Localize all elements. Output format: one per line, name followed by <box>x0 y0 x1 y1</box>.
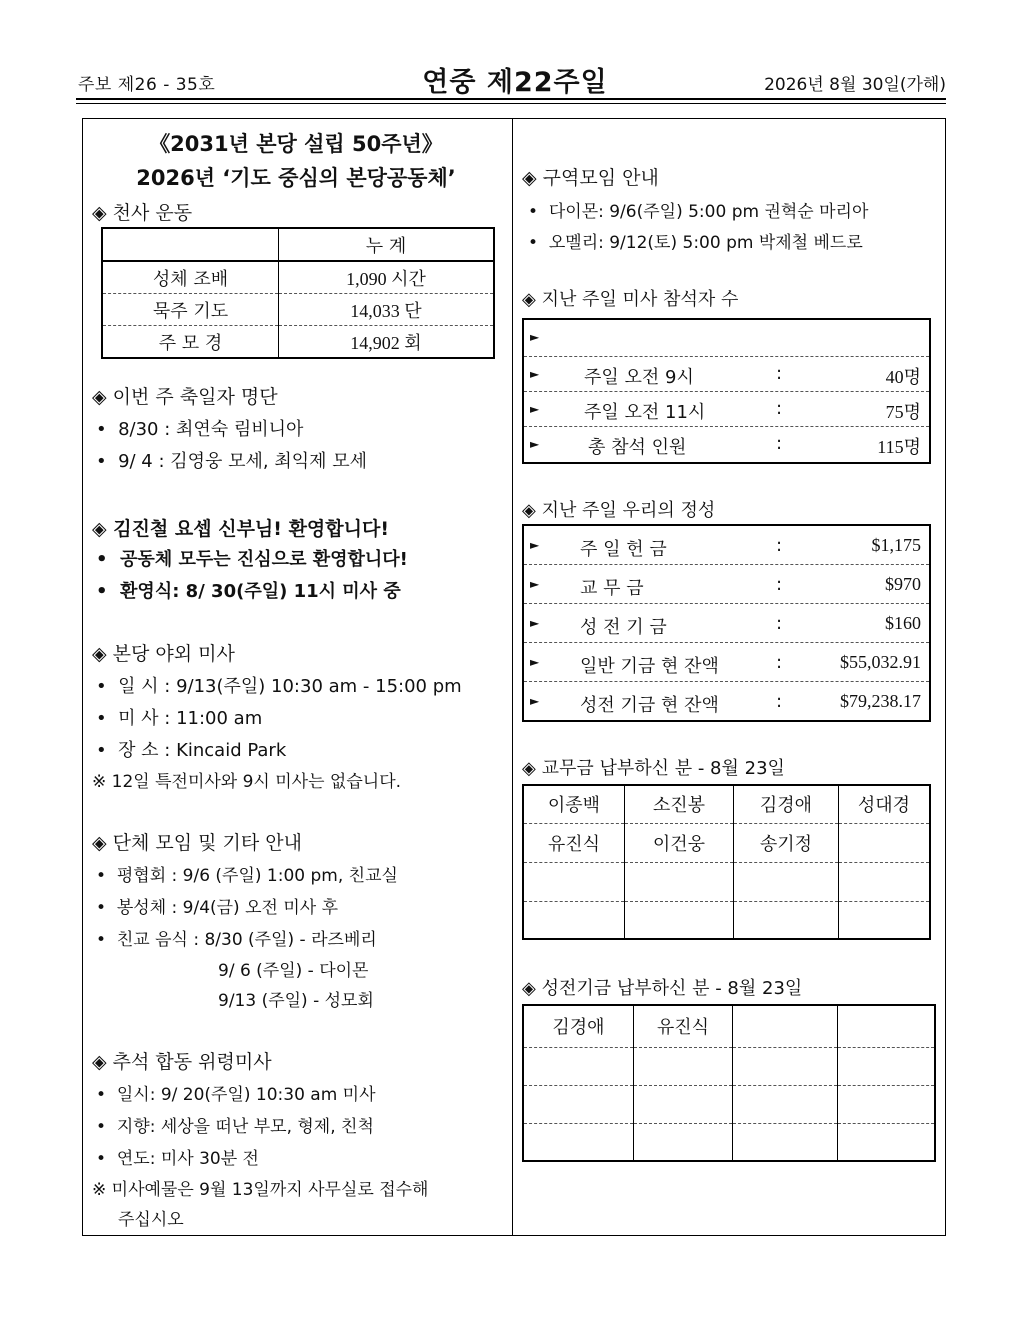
offering-value: $160 <box>885 613 921 633</box>
colon: : <box>776 574 783 595</box>
attendance-label: 주일 오전 11시 <box>584 402 706 423</box>
list-item: • 일시: 9/ 20(주일) 10:30 am 미사 <box>96 1085 376 1105</box>
list-item: • 미 사 : 11:00 am <box>96 708 263 729</box>
offering-label: 성 전 기 금 <box>580 617 667 638</box>
table-row <box>524 427 929 462</box>
table-row <box>524 392 929 427</box>
anniversary-line-2: 2026년 ‘기도 중심의 본당공동체’ <box>136 166 456 190</box>
list-item: • 일 시 : 9/13(주일) 10:30 am - 15:00 pm <box>96 676 462 697</box>
table-row <box>524 357 929 392</box>
name-cell <box>523 901 625 939</box>
name-cell: 김경애 <box>523 1005 634 1047</box>
name-cell <box>838 1005 936 1047</box>
name-cell <box>634 1123 733 1161</box>
arrow-icon: ► <box>530 577 540 591</box>
offering-label: 주 일 헌 금 <box>580 539 667 560</box>
name-cell <box>839 901 931 939</box>
list-item: • 9/ 4 : 김영웅 모세, 최익제 모세 <box>96 451 368 472</box>
list-item: • 다이몬: 9/6(주일) 5:00 pm 권혁순 마리아 <box>528 202 869 222</box>
arrow-icon: ► <box>530 437 540 451</box>
angel-header-empty <box>102 228 279 261</box>
name-cell <box>523 1047 634 1085</box>
angel-movement-heading: ◈ 천사 운동 <box>92 202 193 224</box>
name-cell <box>523 1123 634 1161</box>
name-cell: 송기정 <box>734 823 839 862</box>
arrow-icon: ► <box>530 538 540 552</box>
table-row <box>524 604 929 643</box>
table-row <box>523 785 930 823</box>
name-cell <box>523 862 625 901</box>
angel-label: 주 모 경 <box>102 326 279 359</box>
name-cell <box>838 1123 936 1161</box>
feast-heading: ◈ 이번 주 축일자 명단 <box>92 386 278 408</box>
name-cell <box>734 862 839 901</box>
attendance-label: 총 참석 인원 <box>588 437 687 458</box>
arrow-icon: ► <box>530 402 540 416</box>
angel-label: 묵주 기도 <box>102 294 279 326</box>
district-heading: ◈ 구역모임 안내 <box>522 167 659 189</box>
list-item: • 환영식: 8/ 30(주일) 11시 미사 중 <box>96 581 401 602</box>
issue-date: 2026년 8월 30일(가해) <box>764 75 946 95</box>
memorial-note-cont: 주십시오 <box>118 1210 184 1230</box>
anniversary-line-1: 《2031년 본당 설립 50주년》 <box>149 132 443 156</box>
list-item: • 평협회 : 9/6 (주일) 1:00 pm, 친교실 <box>96 866 398 886</box>
name-cell: 유진식 <box>634 1005 733 1047</box>
angel-value: 14,033 단 <box>279 294 495 326</box>
dues-heading: ◈ 교무금 납부하신 분 - 8월 23일 <box>522 758 785 779</box>
offering-heading: ◈ 지난 주일 우리의 정성 <box>522 500 716 521</box>
name-cell <box>733 1085 838 1123</box>
table-row <box>523 1047 935 1085</box>
angel-label: 성체 조배 <box>102 261 279 294</box>
memorial-note: ※ 미사예물은 9월 13일까지 사무실로 접수해 <box>92 1180 429 1200</box>
list-item: • 지향: 세상을 떠난 부모, 형제, 친척 <box>96 1117 374 1137</box>
colon: : <box>776 398 783 419</box>
offering-label: 일반 기금 현 잔액 <box>580 656 719 677</box>
arrow-icon: ► <box>530 330 540 344</box>
name-cell <box>838 1047 936 1085</box>
table-row <box>523 1123 935 1161</box>
name-cell <box>838 1085 936 1123</box>
angel-value: 14,902 회 <box>350 332 422 353</box>
angel-value: 1,090 시간 <box>279 261 495 294</box>
list-item: • 8/30 : 최연숙 림비니아 <box>96 419 304 440</box>
table-row <box>523 823 930 862</box>
colon: : <box>776 535 783 556</box>
angel-movement-table <box>101 227 495 359</box>
table-row <box>102 294 494 326</box>
colon: : <box>776 433 783 454</box>
attendance-value: 115명 <box>877 437 921 457</box>
attendance-heading: ◈ 지난 주일 미사 참석자 수 <box>522 289 739 310</box>
name-cell <box>634 1085 733 1123</box>
table-row <box>523 901 930 939</box>
memorial-mass-heading: ◈ 추석 합동 위령미사 <box>92 1051 272 1073</box>
column-divider <box>512 118 513 1236</box>
attendance-value: 40명 <box>885 367 921 387</box>
welcome-heading: ◈ 김진철 요셉 신부님! 환영합니다! <box>92 518 390 540</box>
offering-value: $55,032.91 <box>840 652 921 672</box>
table-row <box>524 526 929 565</box>
table-row <box>523 862 930 901</box>
arrow-icon: ► <box>530 694 540 708</box>
name-cell <box>625 862 734 901</box>
arrow-icon: ► <box>530 367 540 381</box>
name-cell: 이건웅 <box>625 823 734 862</box>
offering-value: $970 <box>885 574 921 594</box>
list-item: • 공동체 모두는 진심으로 환영합니다! <box>96 549 408 570</box>
outdoor-mass-heading: ◈ 본당 야외 미사 <box>92 643 235 665</box>
offering-value: $79,238.17 <box>840 691 921 711</box>
angel-header-total: 누 계 <box>279 228 495 261</box>
name-cell <box>634 1047 733 1085</box>
arrow-icon: ► <box>530 655 540 669</box>
name-cell <box>733 1005 838 1047</box>
table-row <box>524 320 929 357</box>
name-cell <box>839 823 931 862</box>
header-rule-thin <box>76 103 946 104</box>
table-row <box>102 326 494 359</box>
groups-heading: ◈ 단체 모임 및 기타 안내 <box>92 832 302 854</box>
colon: : <box>776 363 783 384</box>
name-cell <box>733 1123 838 1161</box>
offering-label: 교 무 금 <box>580 578 644 599</box>
page-title: 연중 제22주일 <box>422 67 608 98</box>
dues-names-table <box>522 784 931 940</box>
colon: : <box>776 691 783 712</box>
arrow-icon: ► <box>530 616 540 630</box>
list-item: • 봉성체 : 9/4(금) 오전 미사 후 <box>96 898 339 918</box>
name-cell: 김경애 <box>734 785 839 823</box>
table-row <box>524 643 929 682</box>
name-cell <box>734 901 839 939</box>
name-cell <box>523 1085 634 1123</box>
name-cell: 성대경 <box>839 785 931 823</box>
name-cell <box>733 1047 838 1085</box>
table-row <box>523 1005 935 1047</box>
issue-number: 주보 제26 - 35호 <box>78 75 216 95</box>
building-fund-names-table <box>522 1004 936 1162</box>
list-item: • 친교 음식 : 8/30 (주일) - 라즈베리 <box>96 930 377 950</box>
colon: : <box>776 652 783 673</box>
list-item: • 연도: 미사 30분 전 <box>96 1149 259 1169</box>
list-item: • 장 소 : Kincaid Park <box>96 740 287 761</box>
table-row <box>524 565 929 604</box>
name-cell <box>839 862 931 901</box>
colon: : <box>776 613 783 634</box>
offering-label: 성전 기금 현 잔액 <box>580 695 719 716</box>
name-cell: 이종백 <box>523 785 625 823</box>
outdoor-note: ※ 12일 특전미사와 9시 미사는 없습니다. <box>92 772 402 792</box>
list-item: • 오멜리: 9/12(토) 5:00 pm 박제철 베드로 <box>528 233 863 253</box>
offering-table <box>522 524 931 722</box>
attendance-table <box>522 318 931 464</box>
header-rule <box>76 98 946 100</box>
attendance-label: 주일 오전 9시 <box>584 367 694 388</box>
food-schedule-line: 9/ 6 (주일) - 다이몬 <box>218 961 369 981</box>
table-row <box>102 261 494 294</box>
name-cell: 유진식 <box>523 823 625 862</box>
table-row <box>523 1085 935 1123</box>
name-cell: 소진봉 <box>625 785 734 823</box>
table-row <box>524 682 929 720</box>
attendance-value: 75명 <box>885 402 921 422</box>
name-cell <box>625 901 734 939</box>
offering-value: $1,175 <box>871 535 921 555</box>
food-schedule-line: 9/13 (주일) - 성모회 <box>218 991 374 1011</box>
building-fund-heading: ◈ 성전기금 납부하신 분 - 8월 23일 <box>522 978 803 999</box>
